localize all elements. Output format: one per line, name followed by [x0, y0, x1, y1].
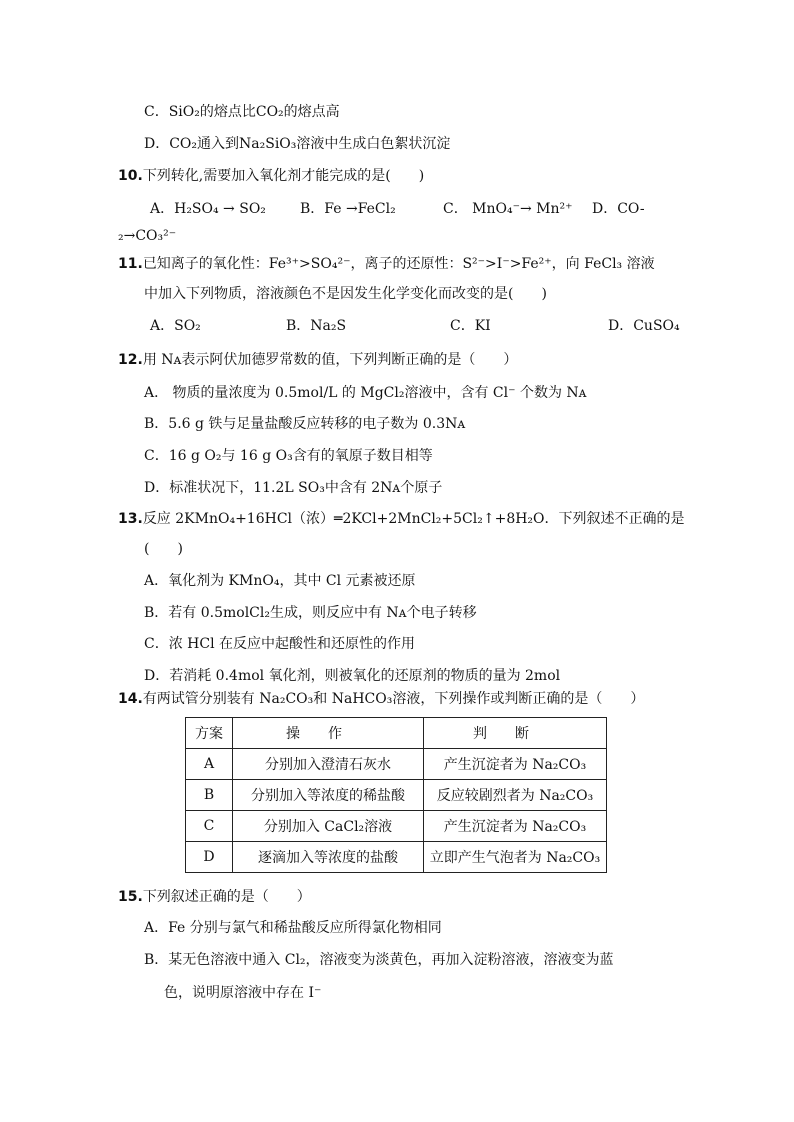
- table-row: [186, 780, 607, 811]
- question-stem: 已知离子的氧化性：Fe³⁺>SO₄²⁻，离子的还原性：S²⁻>I⁻>Fe²⁺，向 FeCl₃ 溶液: [142, 256, 655, 272]
- option-10d-continued: ₂→CO₃²⁻: [118, 228, 177, 244]
- option-15a: A．Fe 分别与氯气和稀盐酸反应所得氯化物相同: [144, 920, 442, 936]
- table-cell: 反应较剧烈者为 Na₂CO₃: [424, 780, 607, 811]
- table-cell: 分别加入 CaCl₂溶液: [233, 811, 424, 842]
- table-cell: D: [186, 842, 233, 873]
- table-cell: 分别加入澄清石灰水: [233, 749, 424, 780]
- table-header-row: [186, 718, 607, 749]
- table-cell: B: [186, 780, 233, 811]
- table-cell: 逐滴加入等浓度的盐酸: [233, 842, 424, 873]
- question-number: 14.: [118, 691, 143, 707]
- table-header-cell: 方案: [186, 718, 233, 749]
- option-13b: B．若有 0.5molCl₂生成，则反应中有 Nᴀ个电子转移: [144, 605, 477, 621]
- question-number: 10.: [118, 168, 143, 184]
- option-11a: A．SO₂: [150, 318, 201, 334]
- option-12c: C．16 g O₂与 16 g O₃含有的氧原子数目相等: [144, 448, 433, 464]
- option-15b: B．某无色溶液中通入 Cl₂，溶液变为淡黄色，再加入淀粉溶液，溶液变为蓝: [144, 952, 614, 968]
- table-row: [186, 842, 607, 873]
- option-11d: D．CuSO₄: [608, 318, 680, 334]
- question-number: 15.: [118, 889, 143, 905]
- option-10b: B．Fe →FeCl₂: [300, 201, 396, 217]
- option-15b-continued: 色，说明原溶液中存在 I⁻: [164, 985, 322, 1001]
- question-number: 11.: [118, 256, 143, 272]
- table-cell: 立即产生气泡者为 Na₂CO₃: [424, 842, 607, 873]
- table-header-cell: 判断: [424, 718, 607, 749]
- option-12a: A． 物质的量浓度为 0.5mol/L 的 MgCl₂溶液中，含有 Cl⁻ 个数为 Nᴀ: [144, 385, 587, 401]
- question-stem: 反应 2KMnO₄+16HCl（浓）═2KCl+2MnCl₂+5Cl₂↑+8H₂O．下列叙述不正确的是: [142, 511, 685, 527]
- option-11c: C．KI: [450, 318, 491, 334]
- option-9d: D．CO₂通入到Na₂SiO₃溶液中生成白色絮状沉淀: [144, 136, 451, 152]
- option-13d: D．若消耗 0.4mol 氧化剂，则被氧化的还原剂的物质的量为 2mol: [144, 668, 561, 684]
- table-cell: 产生沉淀者为 Na₂CO₃: [424, 749, 607, 780]
- table-row: [186, 749, 607, 780]
- comparison-table: [185, 717, 607, 873]
- question-number: 13.: [118, 511, 143, 527]
- table-cell: C: [186, 811, 233, 842]
- question-stem: 下列转化,需要加入氧化剂才能完成的是( ): [142, 168, 425, 184]
- option-13c: C．浓 HCl 在反应中起酸性和还原性的作用: [144, 636, 416, 652]
- option-10a: A．H₂SO₄ → SO₂: [150, 201, 266, 217]
- option-12d: D．标准状况下，11.2L SO₃中含有 2Nᴀ个原子: [144, 480, 443, 496]
- option-12b: B．5.6 g 铁与足量盐酸反应转移的电子数为 0.3Nᴀ: [144, 416, 466, 432]
- table-cell: 分别加入等浓度的稀盐酸: [233, 780, 424, 811]
- question-stem-continued: 中加入下列物质，溶液颜色不是因发生化学变化而改变的是( ): [144, 286, 547, 302]
- question-stem: 有两试管分别装有 Na₂CO₃和 NaHCO₃溶液，下列操作或判断正确的是（ ）: [142, 691, 645, 707]
- question-stem: 下列叙述正确的是（ ）: [142, 889, 311, 905]
- option-11b: B．Na₂S: [286, 318, 347, 334]
- option-10d: D．CO-: [592, 201, 645, 217]
- table-row: [186, 811, 607, 842]
- question-stem: 用 Nᴀ表示阿伏加德罗常数的值，下列判断正确的是（ ）: [142, 352, 518, 368]
- table-cell: 产生沉淀者为 Na₂CO₃: [424, 811, 607, 842]
- table-cell: A: [186, 749, 233, 780]
- question-number: 12.: [118, 352, 143, 368]
- option-10c: C． MnO₄⁻→ Mn²⁺: [443, 201, 573, 217]
- option-9c: C．SiO₂的熔点比CO₂的熔点高: [144, 104, 340, 120]
- question-stem-continued: ( ): [144, 541, 183, 557]
- option-13a: A．氧化剂为 KMnO₄，其中 Cl 元素被还原: [144, 573, 416, 589]
- table-header-cell: 操作: [233, 718, 424, 749]
